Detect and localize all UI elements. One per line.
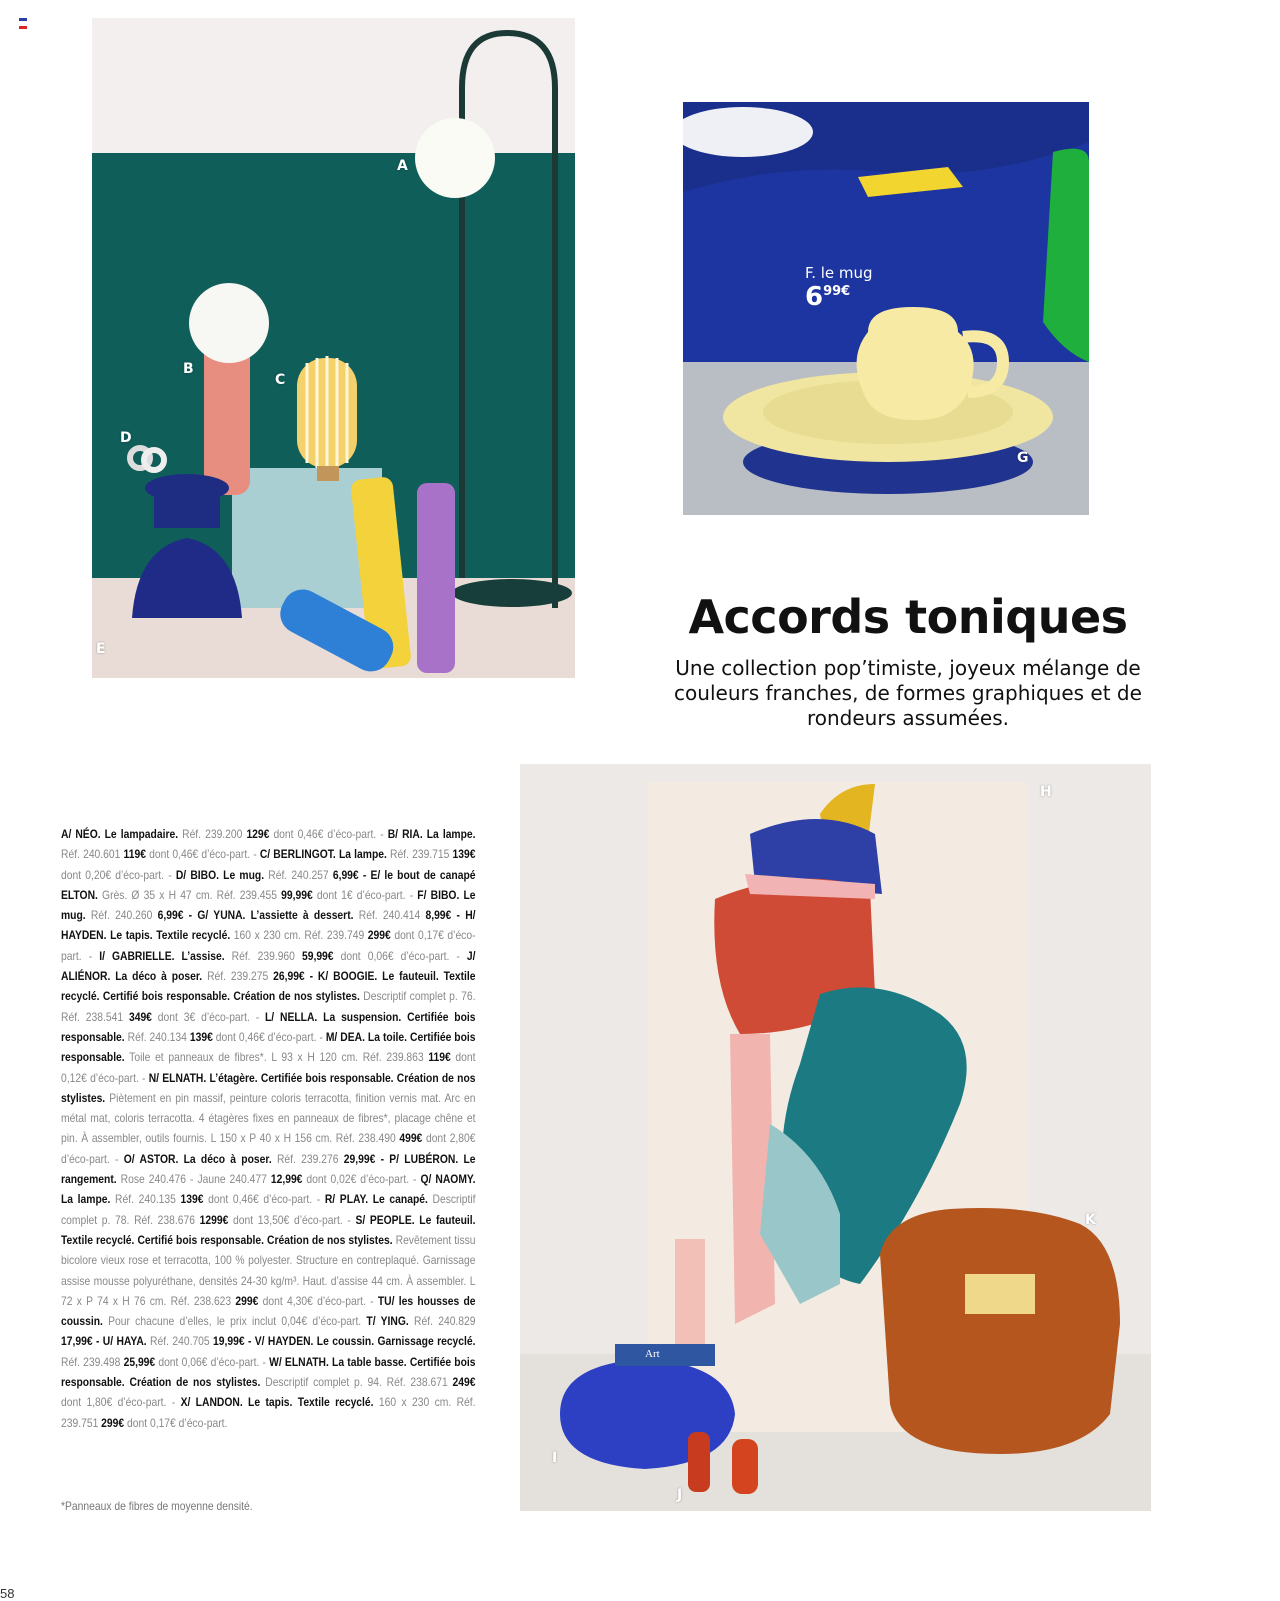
description-segment: 99,99€ (281, 887, 313, 902)
description-segment: 59,99€ (301, 948, 334, 963)
description-segment: dont 0,46€ d’éco-part. - (203, 1192, 325, 1207)
description-segment: 160 x 230 cm. Réf. 239.751 (61, 1395, 476, 1430)
mug-price-tag (805, 264, 873, 312)
description-segment: 249€ (452, 1375, 476, 1390)
description-segment: Réf. 239.276 (271, 1151, 344, 1166)
description-segment: L/ NELLA. La suspension. Certifiée bois responsable. (61, 1009, 476, 1044)
product-description (61, 824, 476, 1433)
description-segment: dont 0,02€ d’éco-part. - (302, 1172, 421, 1187)
description-segment: N/ ELNATH. L’étagère. Certifiée bois responsable. Création de nos stylistes. (61, 1070, 476, 1105)
description-segment: C/ BERLINGOT. La lampe. (259, 847, 387, 862)
photo-letter-d: D (120, 430, 132, 446)
description-segment: Réf. 240.705 (146, 1334, 214, 1349)
description-segment: 349€ (128, 1009, 152, 1024)
description-segment: Réf. 240.134 (124, 1029, 190, 1044)
photo-living-room (520, 764, 1151, 1511)
photo-letter-a: A (397, 158, 408, 174)
description-segment: Réf. 240.829 (408, 1314, 476, 1329)
description-segment: Réf. 239.275 (202, 969, 274, 984)
description-segment: Revêtement tissu bicolore vieux rose et terracotta, 100 % polyester. Structure en contreplaqué. Garnissage assise mousse polyuréthane, densités 24-30 kg/m³. Haut. d’assise 44 cm. À assembler. L 72 x P 74 x H 76 cm. Réf. 238.623 (61, 1232, 476, 1308)
description-segment: Réf. 240.257 (264, 867, 333, 882)
description-segment: O/ ASTOR. La déco à poser. (123, 1151, 272, 1166)
description-segment: dont 0,06€ d’éco-part. - (333, 948, 467, 963)
description-segment: 119€ (123, 847, 146, 862)
description-segment: 8,99€ - H/ HAYDEN. Le tapis. Textile recyclé. (61, 908, 476, 943)
description-segment: dont 13,50€ d’éco-part. - (228, 1212, 356, 1227)
description-segment: dont 0,12€ d’éco-part. - (61, 1050, 476, 1085)
description-segment: dont 0,17€ d’éco-part. (124, 1415, 228, 1430)
description-segment: Réf. 239.200 (178, 827, 247, 841)
description-segment: 499€ (399, 1131, 423, 1146)
description-segment: 299€ (367, 928, 391, 943)
description-segment: dont 4,30€ d’éco-part. - (258, 1293, 378, 1308)
description-segment: Réf. 240.414 (353, 908, 426, 923)
description-segment: 12,99€ (270, 1172, 303, 1187)
mug-price-dec: 99€ (823, 284, 851, 299)
description-segment: 129€ (246, 827, 270, 841)
description-segment: 6,99€ - E/ le bout de canapé ELTON. (61, 867, 476, 902)
description-segment: 1299€ (199, 1212, 229, 1227)
description-segment: Q/ NAOMY. La lampe. (61, 1172, 476, 1207)
mug-price-int: 6 (805, 282, 824, 312)
description-segment: F/ BIBO. Le mug. (61, 887, 476, 923)
photo-letter-b: B (183, 361, 194, 377)
description-segment: Réf. 239.960 (224, 948, 302, 963)
description-segment: 160 x 230 cm. Réf. 239.749 (230, 928, 368, 943)
description-segment: dont 0,17€ d’éco-part. - (61, 928, 476, 963)
photo-letter-e: E (96, 641, 106, 657)
description-segment: I/ GABRIELLE. L’assise. (99, 948, 225, 963)
description-segment: R/ PLAY. Le canapé. (324, 1192, 428, 1207)
description-segment: 299€ (235, 1293, 259, 1308)
description-segment: Pour chacune d’elles, le prix inclut 0,04€ d’éco-part. (102, 1314, 367, 1329)
description-segment: 29,99€ - P/ LUBÉRON. Le rangement. (61, 1151, 476, 1187)
description-segment: dont 1€ d’éco-part. - (312, 887, 418, 902)
description-segment: T/ YING. (366, 1314, 409, 1329)
description-segment: Réf. 239.715 (386, 847, 453, 862)
description-segment: Réf. 240.601 (61, 847, 124, 862)
description-segment: D/ BIBO. Le mug. (175, 867, 265, 882)
description-segment: 6,99€ - G/ YUNA. L’assiette à dessert. (157, 908, 354, 923)
flag-icon (19, 18, 27, 28)
description-segment: Réf. 240.260 (85, 908, 158, 923)
photo-letter-j: J (677, 1487, 683, 1503)
description-segment: 139€ (180, 1192, 204, 1207)
photo-letter-k: K (1085, 1212, 1096, 1228)
description-segment: B/ RIA. La lampe. (387, 827, 476, 841)
description-segment: Toile et panneaux de fibres*. L 93 x H 120 cm. Réf. 239.863 (124, 1050, 429, 1065)
description-segment: X/ LANDON. Le tapis. Textile recyclé. (180, 1395, 374, 1410)
description-segment: J/ ALIÉNOR. La déco à poser. (61, 948, 476, 984)
description-segment: Réf. 240.135 (110, 1192, 181, 1207)
description-segment: dont 2,80€ d’éco-part. - (61, 1131, 476, 1166)
description-segment: dont 3€ d’éco-part. - (151, 1009, 266, 1024)
page-title: Accords toniques (688, 590, 1128, 644)
page-number: 58 (0, 1586, 15, 1601)
description-segment: dont 0,06€ d’éco-part. - (155, 1354, 270, 1369)
description-segment: 26,99€ - K/ BOOGIE. Le fauteuil. Textile recyclé. Certifié bois responsable. Création de nos stylistes. (61, 969, 476, 1004)
description-segment: Rose 240.476 - Jaune 240.477 (116, 1172, 271, 1187)
page-subtitle: Une collection pop’timiste, joyeux mélange de couleurs franches, de formes graphiques et de rondeurs assumées. (674, 656, 1142, 730)
photo-lamps (92, 18, 575, 678)
description-segment: dont 1,80€ d’éco-part. - (61, 1395, 181, 1410)
description-segment: 139€ (189, 1029, 213, 1044)
description-segment: dont 0,46€ d’éco-part. - (269, 827, 388, 841)
description-segment: dont 0,46€ d’éco-part. - (145, 847, 260, 862)
description-segment: dont 0,46€ d’éco-part. - (212, 1029, 326, 1044)
photo-letter-g: G (1017, 450, 1029, 466)
footnote: *Panneaux de fibres de moyenne densité. (61, 1499, 253, 1513)
book-spine-text: Art (645, 1348, 660, 1360)
description-segment: 119€ (428, 1050, 451, 1065)
photo-letter-c: C (275, 372, 286, 388)
description-segment: W/ ELNATH. La table basse. Certifiée bois responsable. Création de nos stylistes. (61, 1354, 476, 1390)
description-segment: 139€ (452, 847, 476, 862)
description-segment: S/ PEOPLE. Le fauteuil. Textile recyclé. Certifié bois responsable. Création de nos stylistes. (61, 1212, 476, 1247)
description-segment: A/ NÉO. Le lampadaire. (61, 827, 179, 841)
description-segment: 19,99€ - V/ HAYDEN. Le coussin. Garnissage recyclé. (213, 1334, 476, 1349)
description-segment: M/ DEA. La toile. Certifiée bois responsable. (61, 1029, 476, 1065)
description-segment: dont 0,20€ d’éco-part. - (61, 867, 176, 882)
description-segment: Descriptif complet p. 78. Réf. 238.676 (61, 1192, 476, 1227)
description-segment: Grès. Ø 35 x H 47 cm. Réf. 239.455 (97, 887, 282, 902)
photo-letter-h: H (1040, 784, 1052, 800)
description-segment: TU/ les housses de coussin. (61, 1293, 476, 1329)
description-segment: 299€ (101, 1415, 125, 1430)
description-segment: Piètement en pin massif, peinture coloris terracotta, finition vernis mat. Arc en métal mat, coloris terracotta. 4 étagères fixes en panneaux de fibres*, placage chêne et pin. À assembler, outils fournis. L 150 x P 40 x H 156 cm. Réf. 238.490 (61, 1090, 476, 1146)
description-segment: 25,99€ (123, 1354, 156, 1369)
description-segment: Réf. 239.498 (61, 1354, 124, 1369)
photo-letter-i: I (552, 1450, 558, 1466)
photo-mug (683, 102, 1089, 515)
description-segment: Descriptif complet p. 76. Réf. 238.541 (61, 989, 476, 1024)
description-segment: 17,99€ - U/ HAYA. (61, 1334, 147, 1349)
description-segment: Descriptif complet p. 94. Réf. 238.671 (260, 1375, 453, 1390)
mug-price-label: F. le mug (805, 264, 873, 282)
